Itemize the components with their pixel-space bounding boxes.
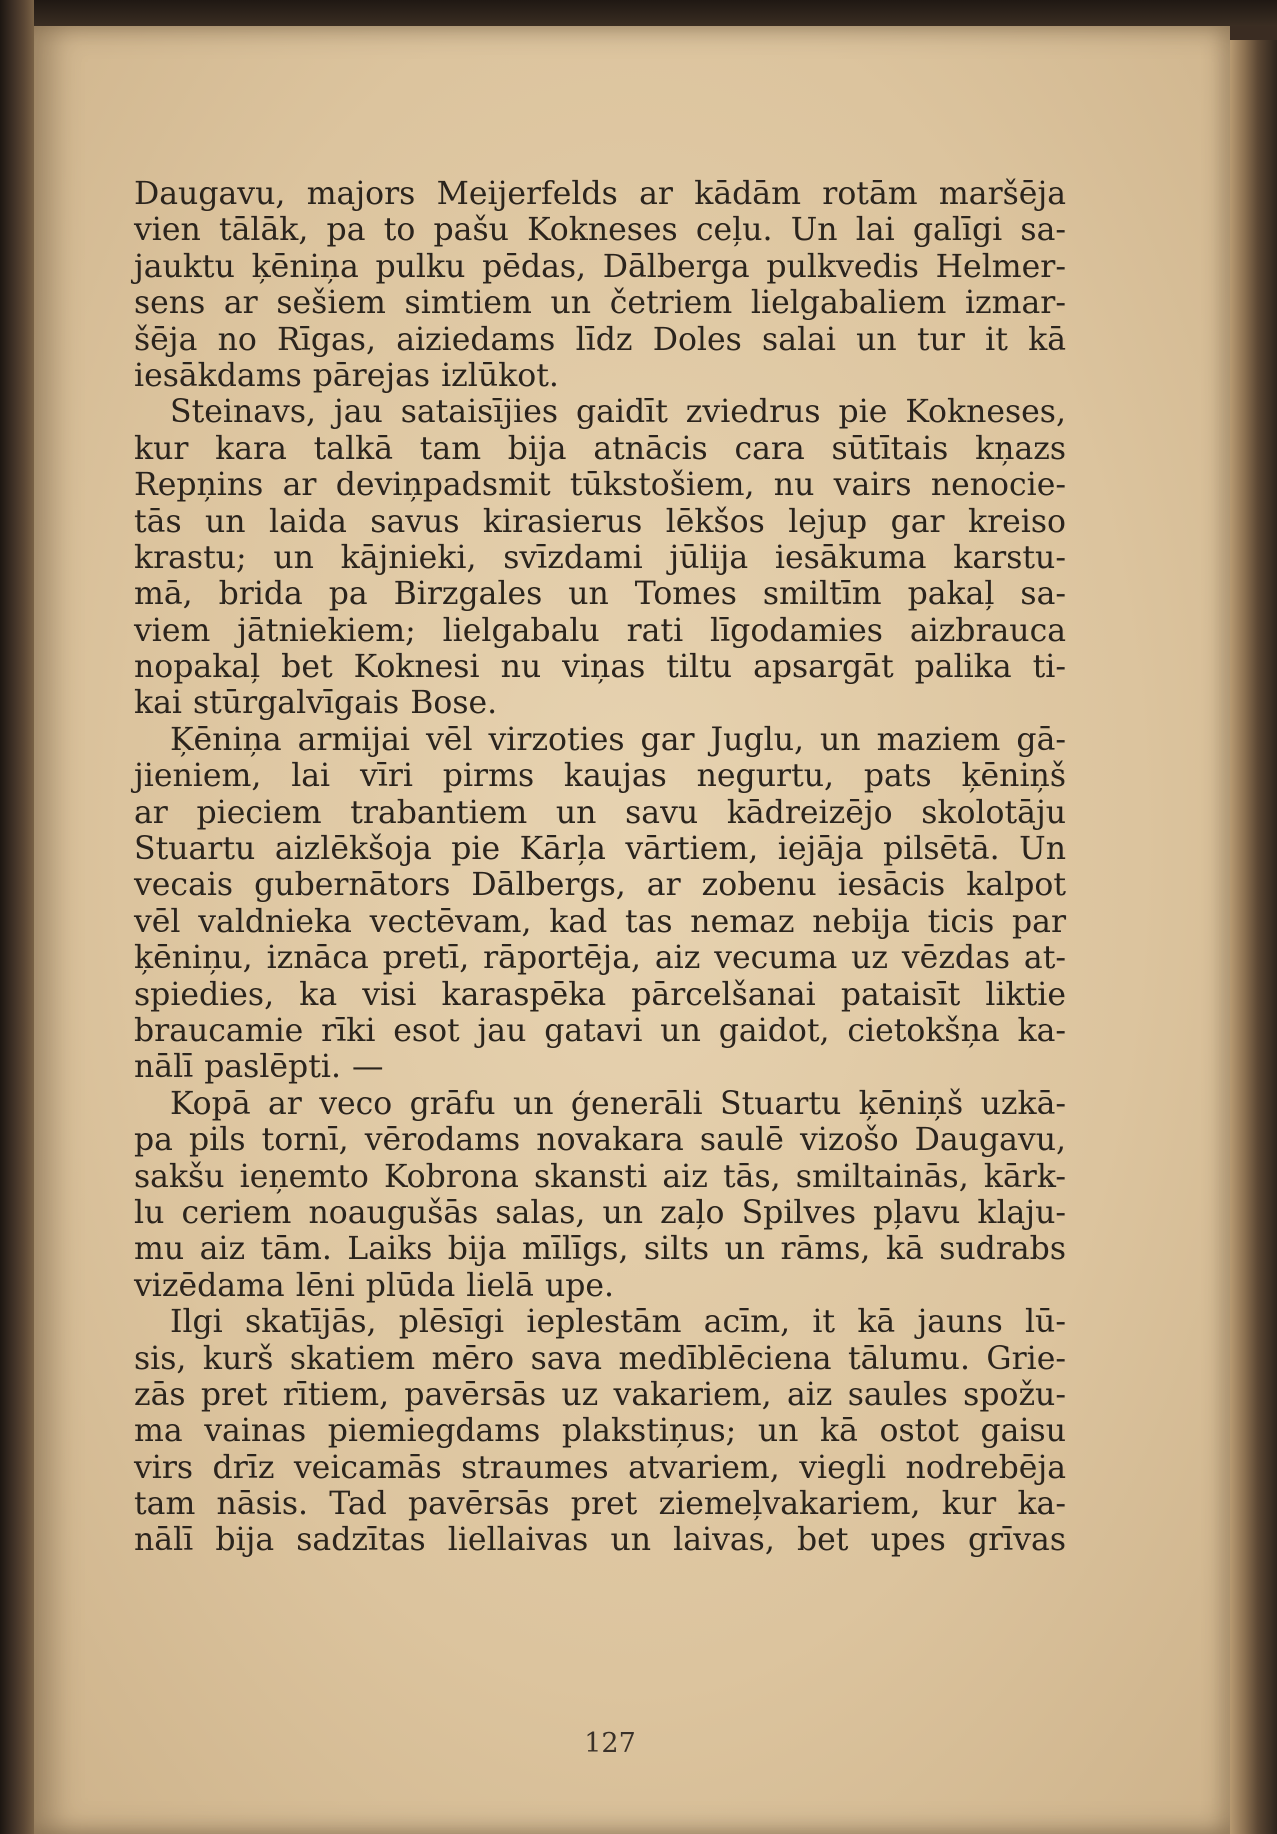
text-line: tās un laida savus kirasierus lēkšos lejup gar kreiso xyxy=(134,503,1066,540)
text-line: sakšu ieņemto Kobrona skansti aiz tās, smiltainās, kārk- xyxy=(134,1158,1066,1195)
text-line: vizēdama lēni plūda lielā upe. xyxy=(134,1267,615,1304)
text-line: viem jātniekiem; lielgabalu rati līgodamies aizbrauca xyxy=(134,612,1066,649)
book-spine xyxy=(0,0,34,1834)
text-line: šēja no Rīgas, aiziedams līdz Doles salai un tur it kā xyxy=(134,321,1066,358)
page-stack-edge xyxy=(1230,40,1277,1834)
text-line: krastu; un kājnieki, svīzdami jūlija iesākuma karstu- xyxy=(134,539,1066,576)
paragraph-first-line: Steinavs, jau sataisījies gaidīt zviedrus pie Kokneses, xyxy=(170,394,1066,431)
text-line: nālī bija sadzītas liellaivas un laivas, bet upes grīvas xyxy=(134,1522,1066,1559)
text-line: tam nāsis. Tad pavērsās pret ziemeļvakariem, kur ka- xyxy=(134,1486,1066,1523)
text-line: braucamie rīki esot jau gatavi un gaidot, cietokšņa ka- xyxy=(134,1012,1066,1049)
text-line: sens ar sešiem simtiem un četriem lielgabaliem izmar- xyxy=(134,285,1066,322)
text-line: Stuartu aizlēkšoja pie Kārļa vārtiem, iejāja pilsētā. Un xyxy=(134,831,1066,868)
page-number: 127 xyxy=(584,1728,636,1759)
text-line: Daugavu, majors Meijerfelds ar kādām rotām maršēja xyxy=(134,176,1066,212)
text-line: kur kara talkā tam bija atnācis cara sūtītais kņazs xyxy=(134,430,1066,467)
text-line: pa pils tornī, vērodams novakara saulē vizošo Daugavu, xyxy=(134,1122,1066,1159)
paragraph-first-line: Kopā ar veco grāfu un ģenerāli Stuartu ķēniņš uzkā- xyxy=(170,1085,1066,1122)
text-line: sis, kurš skatiem mēro sava medīblēciena tālumu. Grie- xyxy=(134,1340,1066,1377)
text-line: jauktu ķēniņa pulku pēdas, Dālberga pulkvedis Helmer- xyxy=(134,248,1066,285)
text-line: Repņins ar deviņpadsmit tūkstošiem, nu vairs nenocie- xyxy=(134,467,1066,504)
paragraph-first-line: Ķēniņa armijai vēl virzoties gar Juglu, un maziem gā- xyxy=(170,721,1066,758)
text-line: vien tālāk, pa to pašu Kokneses ceļu. Un lai galīgi sa- xyxy=(134,212,1066,249)
paragraph-first-line: Ilgi skatījās, plēsīgi ieplestām acīm, it kā jauns lū- xyxy=(170,1304,1066,1341)
text-line: nopakaļ bet Koknesi nu viņas tiltu apsargāt palika ti- xyxy=(134,649,1066,686)
text-line: ma vainas piemiegdams plakstiņus; un kā ostot gaisu xyxy=(134,1413,1066,1450)
text-line: iesākdams pārejas izlūkot. xyxy=(134,357,559,394)
text-line: spiedies, ka visi karaspēka pārcelšanai pataisīt liktie xyxy=(134,976,1066,1013)
text-line: vecais gubernātors Dālbergs, ar zobenu iesācis kalpot xyxy=(134,867,1066,904)
text-line: nālī paslēpti. — xyxy=(134,1049,384,1086)
text-line: mā, brida pa Birzgales un Tomes smiltīm pakaļ sa- xyxy=(134,576,1066,613)
text-line: mu aiz tām. Laiks bija mīlīgs, silts un rāms, kā sudrabs xyxy=(134,1231,1066,1268)
text-line: virs drīz veicamās straumes atvariem, viegli nodrebēja xyxy=(134,1449,1066,1486)
text-line: jieniem, lai vīri pirms kaujas negurtu, pats ķēniņš xyxy=(134,758,1066,795)
text-line: ar pieciem trabantiem un savu kādreizējo skolotāju xyxy=(134,794,1066,831)
page-top-edge xyxy=(0,0,1277,26)
text-line: lu ceriem noaugušās salas, un zaļo Spilves pļavu klaju- xyxy=(134,1194,1066,1231)
body-text xyxy=(134,176,1066,1559)
text-line: vēl valdnieka vectēvam, kad tas nemaz nebija ticis par xyxy=(134,903,1066,940)
text-line: zās pret rītiem, pavērsās uz vakariem, aiz saules spožu- xyxy=(134,1376,1066,1413)
text-line: ķēniņu, iznāca pretī, rāportēja, aiz vecuma uz vēzdas at- xyxy=(134,940,1066,977)
text-line: kai stūrgalvīgais Bose. xyxy=(134,685,498,722)
